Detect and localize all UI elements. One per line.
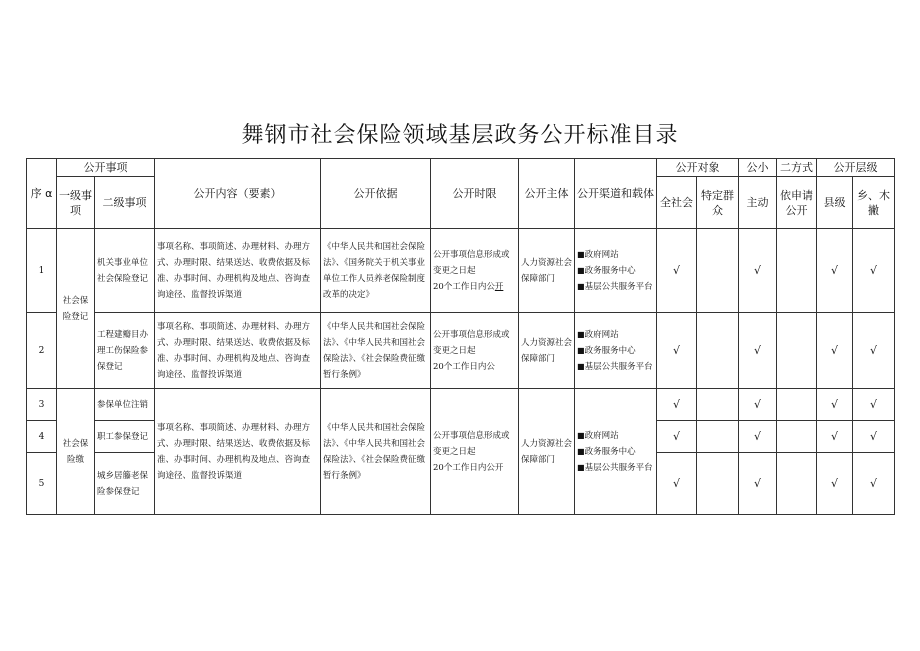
tick-specific-empty (697, 313, 739, 389)
square-bullet-icon: ■ (577, 265, 585, 275)
content-cell: 事项名称、事项简述、办理材料、办理方式、办理时限、结果送达、收费依据及标准、办事时间、办理机构及地点、咨询查询途径、监督投诉渠道 (155, 229, 321, 313)
level2-item: 机关事业单位社会保险登记 (95, 229, 155, 313)
header-mode-apply: 依申请公开 (777, 177, 817, 229)
time-text-2: 20个工作日内公 (433, 281, 495, 292)
content-cell: 事项名称、事项简述、办理材料、办理方式、办理时限、结果送达、收费依据及标准、办事时间、办理机构及地点、咨询查询途径、监督投诉渠道 (155, 313, 321, 389)
channel-item: 政府网站 (584, 430, 619, 441)
header-target: 公开对象 (657, 159, 739, 177)
time-cell (431, 389, 519, 515)
tick-apply-empty (777, 229, 817, 313)
tick-county: √ (817, 389, 853, 421)
time-text: 公开事项信息形成或变更之日起 (433, 430, 510, 457)
header-level-town: 乡、木撇 (853, 177, 895, 229)
channel-item: 政务服务中心 (584, 446, 636, 457)
header-content: 公开内容（要素） (155, 159, 321, 229)
header-subject: 公开主体 (519, 159, 575, 229)
tick-active: √ (739, 453, 777, 515)
header-channel: 公开渠道和载体 (575, 159, 657, 229)
tick-town: √ (853, 229, 895, 313)
basis-cell: 《中华人民共和国社会保险法》、《中华人民共和国社会保险法》、《社会保险费征缴暂行条例》 (321, 389, 431, 515)
tick-active: √ (739, 389, 777, 421)
square-bullet-icon: ■ (577, 345, 585, 355)
subject-cell: 人力资源社会保障部门 (519, 313, 575, 389)
channel-cell (575, 313, 657, 389)
table-row (27, 313, 895, 389)
channel-cell (575, 389, 657, 515)
tick-town: √ (853, 389, 895, 421)
time-text-2: 20个工作日内公 (433, 361, 495, 372)
channel-cell (575, 229, 657, 313)
header-level: 公开层级 (817, 159, 895, 177)
tick-all: √ (657, 313, 697, 389)
subject-cell: 人力资源社会保障部门 (519, 229, 575, 313)
header-basis: 公开依据 (321, 159, 431, 229)
header-seq: 序 α (27, 159, 57, 229)
tick-active: √ (739, 229, 777, 313)
tick-apply-empty (777, 313, 817, 389)
subject-cell: 人力资源社会保障部门 (519, 389, 575, 515)
tick-town: √ (853, 313, 895, 389)
tick-town: √ (853, 421, 895, 453)
square-bullet-icon: ■ (577, 430, 585, 440)
header-public-items: 公开事项 (57, 159, 155, 177)
level1-item: 社会保险登记 (57, 229, 95, 389)
square-bullet-icon: ■ (577, 281, 585, 291)
header-target-all: 全社会 (657, 177, 697, 229)
basis-cell: 《中华人民共和国社会保险法》、《中华人民共和国社会保险法》、《社会保险费征缴暂行条例》 (321, 313, 431, 389)
level1-item: 社会保险缴 (57, 389, 95, 515)
square-bullet-icon: ■ (577, 249, 585, 259)
channel-item: 政务服务中心 (584, 345, 636, 356)
header-mode-a: 公小 (739, 159, 777, 177)
time-text: 公开事项信息形成或变更之日起 (433, 249, 510, 276)
tick-active: √ (739, 313, 777, 389)
level2-item: 工程建瓣目办理工伤保险参保登记 (95, 313, 155, 389)
row-number: 2 (27, 313, 57, 389)
tick-specific-empty (697, 421, 739, 453)
time-cell (431, 313, 519, 389)
level2-item: 参保单位注销 (95, 389, 155, 421)
tick-specific-empty (697, 389, 739, 421)
level2-item: 城乡居籐老保险参保登记 (95, 453, 155, 515)
tick-apply-empty (777, 389, 817, 421)
tick-active: √ (739, 421, 777, 453)
header-target-specific: 特定群众 (697, 177, 739, 229)
tick-apply-empty (777, 421, 817, 453)
tick-all: √ (657, 453, 697, 515)
time-text-tail: 开 (494, 281, 504, 292)
channel-item: 政府网站 (584, 329, 619, 340)
row-number: 5 (27, 453, 57, 515)
tick-all: √ (657, 421, 697, 453)
tick-county: √ (817, 313, 853, 389)
table-row (27, 229, 895, 313)
tick-county: √ (817, 453, 853, 515)
tick-all: √ (657, 389, 697, 421)
basis-cell: 《中华人民共和国社会保险法》、《国务院关于机关事业单位工作人员养老保险制度改革的决定》 (321, 229, 431, 313)
tick-specific-empty (697, 229, 739, 313)
tick-county: √ (817, 229, 853, 313)
channel-item: 基层公共服务平台 (584, 462, 653, 473)
level2-item: 职工参保登记 (95, 421, 155, 453)
row-number: 3 (27, 389, 57, 421)
channel-item: 政务服务中心 (584, 265, 636, 276)
table-row (27, 389, 895, 421)
row-number: 4 (27, 421, 57, 453)
time-cell (431, 229, 519, 313)
row-number: 1 (27, 229, 57, 313)
tick-all: √ (657, 229, 697, 313)
time-text: 公开事项信息形成或变更之日起 (433, 329, 510, 356)
content-cell: 事项名称、事项简述、办理材料、办理方式、办理时限、结果送达、收费依据及标准、办事时间、办理机构及地点、咨询查询途径、监督投诉渠道 (155, 389, 321, 515)
channel-item: 基层公共服务平台 (584, 361, 653, 372)
header-mode-active: 主动 (739, 177, 777, 229)
header-level-county: 县级 (817, 177, 853, 229)
channel-item: 政府网站 (584, 249, 619, 260)
tick-specific-empty (697, 453, 739, 515)
tick-town: √ (853, 453, 895, 515)
header-level2: 二级事项 (95, 177, 155, 229)
catalog-table (26, 158, 895, 515)
square-bullet-icon: ■ (577, 446, 585, 456)
tick-county: √ (817, 421, 853, 453)
channel-item: 基层公共服务平台 (584, 281, 653, 292)
page-title: 舞钢市社会保险领域基层政务公开标准目录 (241, 123, 679, 148)
square-bullet-icon: ■ (577, 462, 585, 472)
header-time: 公开时限 (431, 159, 519, 229)
time-text-2: 20个工作日内公开 (433, 462, 504, 473)
square-bullet-icon: ■ (577, 361, 585, 371)
tick-apply-empty (777, 453, 817, 515)
square-bullet-icon: ■ (577, 329, 585, 339)
header-level1: 一级事项 (57, 177, 95, 229)
header-mode-b: 二方式 (777, 159, 817, 177)
